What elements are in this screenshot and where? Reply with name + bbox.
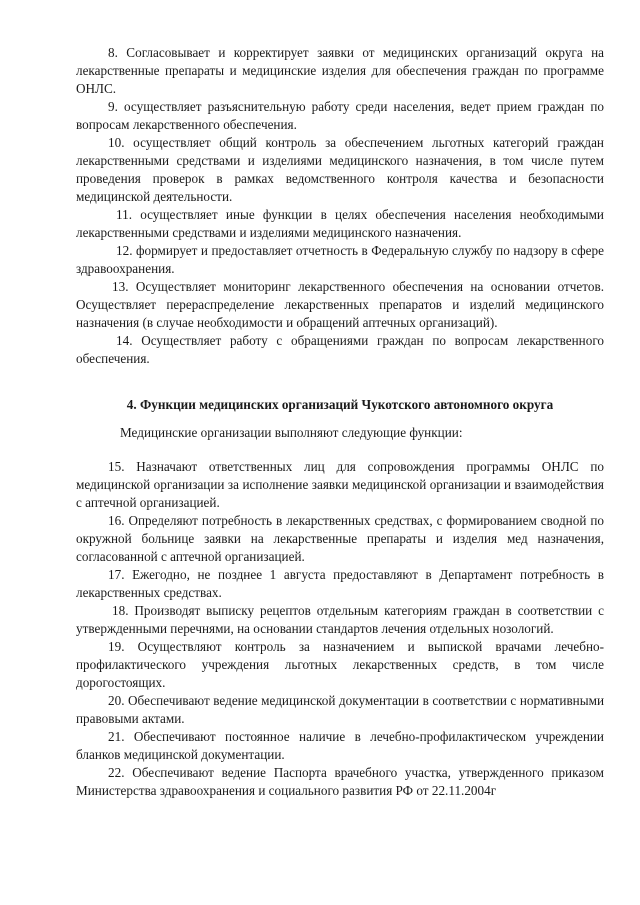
paragraph-22: 22. Обеспечивают ведение Паспорта врачебного участка, утвержденного приказом Министерства здравоохранения и социального развития РФ от 22.11.2004г bbox=[76, 765, 604, 798]
paragraph-15: 15. Назначают ответственных лиц для сопровождения программы ОНЛС по медицинской организации за исполнение заявки медицинской организации и взаимодействия с аптечной организацией. bbox=[76, 459, 604, 510]
paragraph-14: 14. Осуществляет работу с обращениями граждан по вопросам лекарственного обеспечения. bbox=[76, 333, 604, 366]
section-intro: Медицинские организации выполняют следующие функции: bbox=[120, 425, 463, 440]
paragraph-20: 20. Обеспечивают ведение медицинской документации в соответствии с нормативными правовыми актами. bbox=[76, 693, 604, 726]
paragraph-8: 8. Согласовывает и корректирует заявки от медицинских организаций округа на лекарственные препараты и медицинские изделия для обеспечения граждан по программе ОНЛС. bbox=[76, 45, 604, 96]
paragraph-9: 9. осуществляет разъяснительную работу среди населения, ведет прием граждан по вопросам лекарственного обеспечения. bbox=[76, 99, 604, 132]
paragraph-13: 13. Осуществляет мониторинг лекарственного обеспечения на основании отчетов. Осуществляет перераспределение лекарственных препаратов и изделий медицинского назначения (в случае необходимости и обращений аптечных организаций). bbox=[76, 279, 604, 330]
paragraph-10: 10. осуществляет общий контроль за обеспечением льготных категорий граждан лекарственными средствами и изделиями медицинского назначения, в том числе путем проведения проверок в рамках ведомственного контроля качества и безопасности медицинской деятельности. bbox=[76, 135, 604, 204]
paragraph-21: 21. Обеспечивают постоянное наличие в лечебно-профилактическом учреждении бланков медицинской документации. bbox=[76, 729, 604, 762]
paragraph-17: 17. Ежегодно, не позднее 1 августа предоставляют в Департамент потребность в лекарственных средствах. bbox=[76, 567, 604, 600]
section-title: 4. Функции медицинских организаций Чукотского автономного округа bbox=[126, 397, 554, 412]
paragraph-12: 12. формирует и предоставляет отчетность в Федеральную службу по надзору в сфере здравоохранения. bbox=[76, 243, 604, 276]
paragraph-16: 16. Определяют потребность в лекарственных средствах, с формированием сводной по окружной больнице заявки на лекарственные препараты и изделия мед назначения, согласованной с аптечной организацией. bbox=[76, 513, 604, 564]
paragraph-11: 11. осуществляет иные функции в целях обеспечения населения необходимыми лекарственными средствами и изделиями медицинского назначения. bbox=[76, 207, 604, 240]
paragraph-19: 19. Осуществляют контроль за назначением и выпиской врачами лечебно-профилактического учреждения льготных лекарственных средств, в том числе дорогостоящих. bbox=[76, 639, 604, 690]
paragraph-18: 18. Производят выписку рецептов отдельным категориям граждан в соответствии с утвержденными перечнями, на основании стандартов лечения отдельных нозологий. bbox=[76, 603, 604, 636]
